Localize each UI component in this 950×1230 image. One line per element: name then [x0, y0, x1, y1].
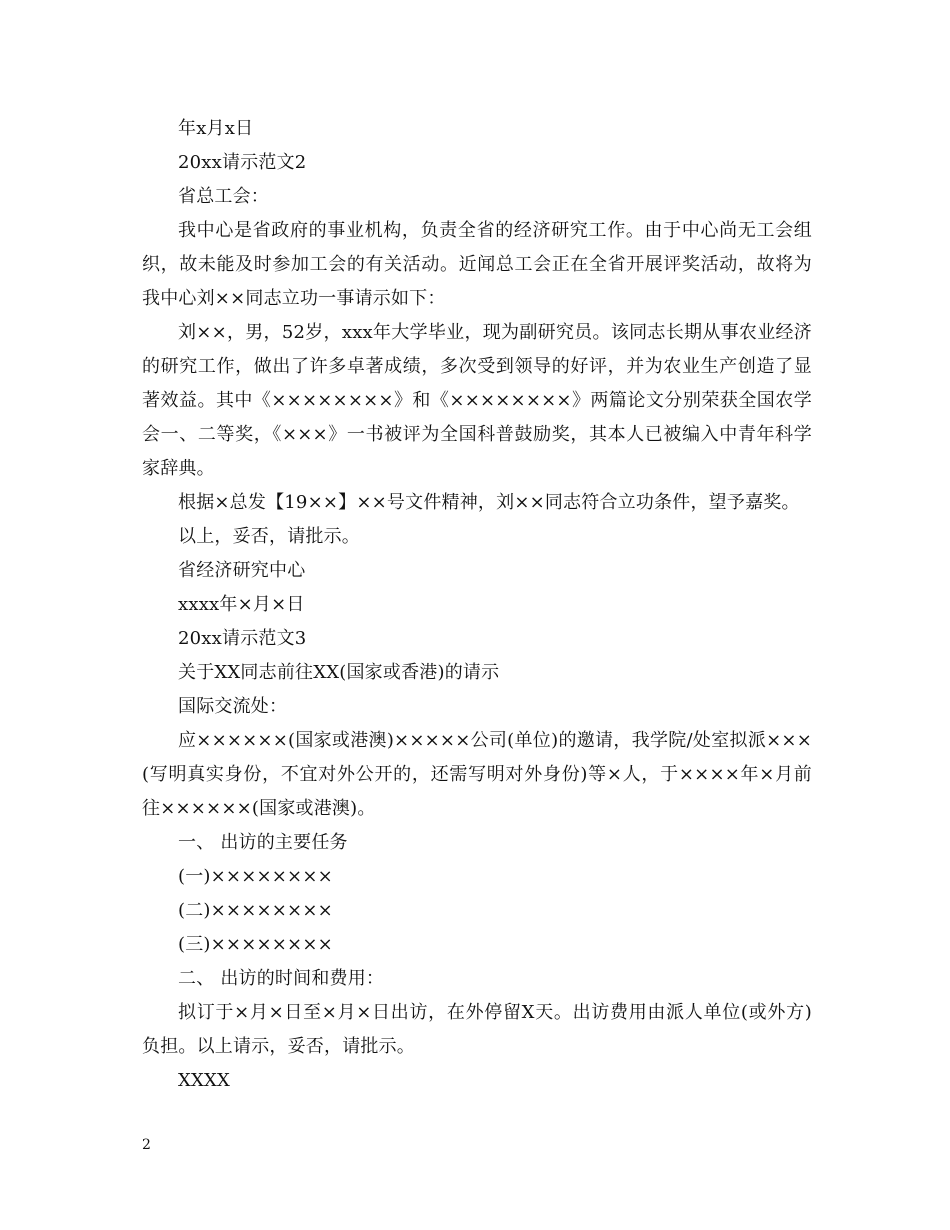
section-title-sample-2: 20xx请示范文2 — [178, 152, 307, 173]
date-line: 年x月x日 — [178, 118, 254, 139]
addressee-line: 国际交流处： — [178, 696, 288, 717]
body-paragraph: 刘××，男，52岁，xxx年大学毕业，现为副研究员。该同志长期从事农业经济的研究工作，做出了许多卓著成绩，多次受到领导的好评，并为农业生产创造了显著效益。其中《××××××××》和《××××××××》两篇论文分别荣获全国农学会一、二等奖，《×××》一书被评为全国科普鼓励奖，其本人已被编入中青年科学家辞典。 — [142, 322, 812, 479]
closing-line: 以上，妥否，请批示。 — [178, 526, 360, 547]
page-number: 2 — [142, 1137, 151, 1153]
signature-organization: 省经济研究中心 — [178, 560, 306, 581]
list-item: (一)×××××××× — [178, 866, 333, 887]
list-heading: 二、 出访的时间和费用： — [178, 968, 385, 989]
list-item: (三)×××××××× — [178, 934, 333, 955]
section-title-sample-3: 20xx请示范文3 — [178, 628, 307, 649]
body-paragraph: 应××××××(国家或港澳)×××××公司(单位)的邀请，我学院/处室拟派×××(写明真实身份，不宜对外公开的，还需写明对外身份)等×人，于××××年×月前往××××××(国家或港澳)。 — [142, 730, 812, 819]
request-title: 关于XX同志前往XX(国家或香港)的请示 — [178, 662, 500, 683]
list-item: (二)×××××××× — [178, 900, 333, 921]
body-paragraph: 根据×总发【19××】××号文件精神，刘××同志符合立功条件，望予嘉奖。 — [178, 492, 800, 513]
document-body — [142, 112, 812, 1098]
list-heading: 一、 出访的主要任务 — [178, 832, 348, 853]
addressee-line: 省总工会： — [178, 186, 269, 207]
signature-placeholder: XXXX — [178, 1070, 231, 1091]
signature-date: xxxx年×月×日 — [178, 594, 305, 615]
body-paragraph: 拟订于×月×日至×月×日出访，在外停留X天。出访费用由派人单位(或外方)负担。以上请示，妥否，请批示。 — [142, 1002, 812, 1057]
body-paragraph: 我中心是省政府的事业机构，负责全省的经济研究工作。由于中心尚无工会组织，故未能及时参加工会的有关活动。近闻总工会正在全省开展评奖活动，故将为我中心刘××同志立功一事请示如下： — [142, 220, 812, 309]
